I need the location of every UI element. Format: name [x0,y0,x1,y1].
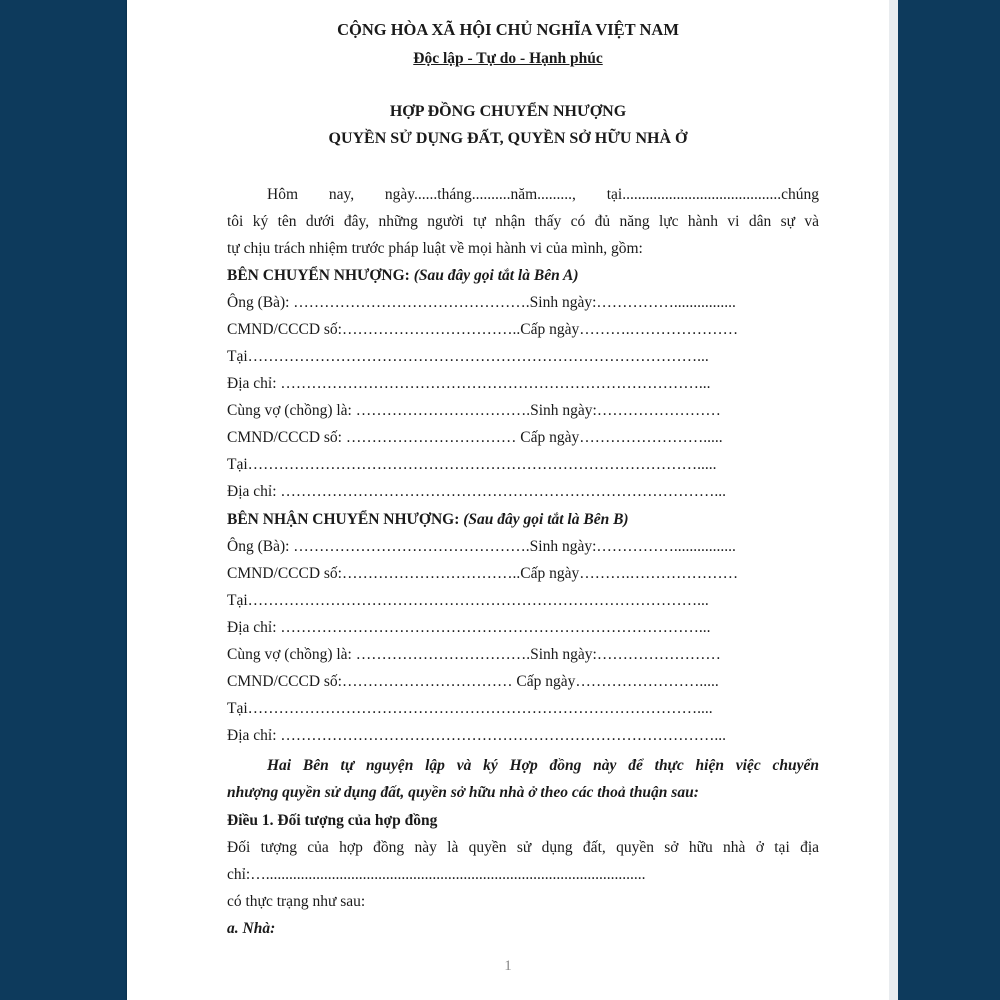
national-title: CỘNG HÒA XÃ HỘI CHỦ NGHĨA VIỆT NAM [337,20,679,39]
party-b-spouse-address-line: Địa chỉ: …………………………………………………………………………... [227,727,726,744]
agreement-line-1: Hai Bên tự nguyện lập và ký Hợp đồng này để thực hiện việc chuyển [267,757,819,774]
article-1-item-a: a. Nhà: [227,920,276,937]
party-b-heading-label: BÊN NHẬN CHUYỂN NHƯỢNG: [227,511,460,528]
party-a-address-line: Địa chỉ: ………………………………………………………………………... [227,375,711,392]
party-b-spouse-issued-at-line: Tại…………………………………………………………………………….... [227,700,713,717]
party-b-address-line: Địa chỉ: ………………………………………………………………………... [227,619,711,636]
party-a-heading-note: (Sau đây gọi tắt là Bên A) [409,267,579,284]
page-number: 1 [504,958,512,974]
party-a-issued-at-line: Tại……………………………………………………………………………... [227,348,709,365]
article-1-heading: Điều 1. Đối tượng của hợp đồng [227,812,438,829]
party-a-heading-label: BÊN CHUYỂN NHƯỢNG: [227,267,410,284]
party-a-spouse-address-line: Địa chỉ: …………………………………………………………………………... [227,483,726,500]
article-1-address-line: chỉ:….................................................................................................. [227,866,646,883]
party-a-spouse-issued-at-line: Tại……………………………………………………………………………..... [227,456,717,473]
intro-line-2: tôi ký tên dưới đây, những người tự nhận thấy có đủ năng lực hành vi dân sự và [227,213,819,230]
party-b-spouse-line: Cùng vợ (chồng) là: …………………………….Sinh ngày:…………………… [227,646,721,663]
party-b-spouse-id-line: CMND/CCCD số:…………………………… Cấp ngày……………………..... [227,673,719,690]
document-page [127,0,889,1000]
party-a-id-line: CMND/CCCD số:……………………………..Cấp ngày……….………………… [227,321,739,338]
party-a-name-line: Ông (Bà): ……………………………………….Sinh ngày:……………................ [227,294,736,311]
page-edge-strip [889,0,898,1000]
party-a-spouse-line: Cùng vợ (chồng) là: …………………………….Sinh ngày:…………………… [227,402,721,419]
party-b-heading [227,511,629,529]
agreement-line-2: nhượng quyền sử dụng đất, quyền sở hữu nhà ở theo các thoả thuận sau: [227,784,699,801]
intro-line-1: Hôm nay, ngày......tháng..........năm........., tại.........................................chúng [267,186,819,203]
article-1-line-1: Đối tượng của hợp đồng này là quyền sử dụng đất, quyền sở hữu nhà ở tại địa [227,839,819,856]
intro-line-3: tự chịu trách nhiệm trước pháp luật về mọi hành vi của mình, gồm: [227,240,643,257]
party-b-heading-note: (Sau đây gọi tắt là Bên B) [459,511,629,528]
national-motto: Độc lập - Tự do - Hạnh phúc [413,50,603,67]
contract-title-line-1: HỢP ĐỒNG CHUYỂN NHƯỢNG [389,103,627,120]
contract-title-line-2: QUYỀN SỬ DỤNG ĐẤT, QUYỀN SỞ HỮU NHÀ Ở [328,130,688,147]
party-a-heading [227,267,579,285]
article-1-line-3: có thực trạng như sau: [227,893,366,910]
party-b-name-line: Ông (Bà): ……………………………………….Sinh ngày:……………................ [227,538,736,555]
party-b-issued-at-line: Tại……………………………………………………………………………... [227,592,709,609]
party-a-spouse-id-line: CMND/CCCD số: …………………………… Cấp ngày……………………..... [227,429,723,446]
party-b-id-line: CMND/CCCD số:……………………………..Cấp ngày……….………………… [227,565,739,582]
